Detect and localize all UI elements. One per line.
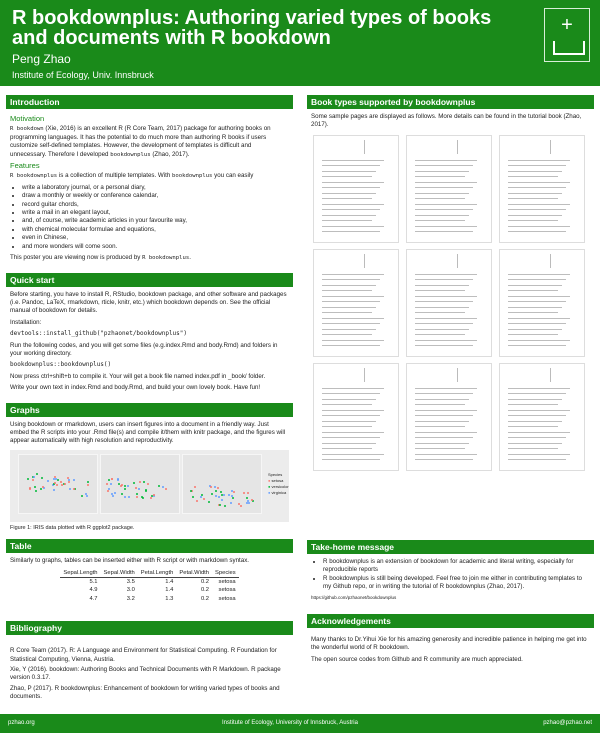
ack-paragraph-2: The open source codes from Github and R community are much appreciated.	[311, 655, 523, 663]
motivation-paragraph: R bookdown (Xie, 2016) is an excellent R (R Core Team, 2017) package for authoring books on programming languages. It has the potential to do much more than authoring R books if users customize self-defined templates. However, the development of templates is difficult and unnecessary. Therefore I developed bookdownplus (Zhao, 2017).	[10, 125, 271, 158]
sample-page-thumbnail	[406, 135, 492, 243]
plot-point	[36, 473, 38, 475]
plot-point	[214, 486, 216, 488]
subheading-features: Features	[10, 161, 40, 171]
section-table	[6, 539, 293, 609]
list-item: • draw a monthly or weekly or conference calendar,	[22, 192, 289, 200]
right-column	[307, 95, 594, 663]
plot-point	[135, 487, 137, 489]
plot-point	[145, 490, 147, 492]
plot-point	[34, 486, 36, 488]
sample-page-thumbnail	[406, 249, 492, 357]
plot-point	[54, 482, 56, 484]
plot-point	[238, 503, 240, 505]
section-takehome	[307, 540, 594, 604]
run-code: bookdownplus::bookdownplus()	[10, 361, 112, 369]
sample-page-thumbnail	[313, 135, 399, 243]
plot-point	[33, 476, 35, 478]
column-header: Petal.Width	[176, 569, 212, 578]
plot-point	[215, 495, 217, 497]
section-bibliography	[6, 621, 293, 706]
left-column	[6, 95, 293, 707]
sample-page-thumbnail	[313, 363, 399, 471]
write-paragraph: Write your own text in index.Rmd and body.Rmd, and build your own lovely book. Have fun!	[10, 384, 261, 392]
plot-point	[124, 485, 126, 487]
plot-point	[200, 496, 202, 498]
bib-entry: Xie, Y (2016). bookdown: Authoring Books and Technical Documents with R Markdown. R package version 0.3.17.	[10, 666, 281, 682]
plot-point	[231, 495, 233, 497]
section-heading: Book types supported by bookdownplus	[307, 95, 594, 109]
section-heading: Table	[6, 539, 293, 553]
table-paragraph: Similarly to graphs, tables can be inserted either with R script or with markdown syntax.	[10, 557, 250, 565]
plot-point	[162, 486, 164, 488]
column-header: Sepal.Width	[101, 569, 138, 578]
section-heading: Bibliography	[6, 621, 293, 635]
ack-paragraph: Many thanks to Dr.Yihui Xie for his amazing generosity and incredible patience in helping me get into the wonderful world of R bookdown.	[311, 636, 587, 652]
plot-point	[219, 504, 221, 506]
poster-footer	[0, 714, 600, 733]
plot-legend: Species ● setosa ● versicolor ● virginica	[268, 471, 289, 495]
section-introduction	[6, 95, 293, 269]
plot-point	[215, 490, 217, 492]
sample-page-thumbnail	[499, 363, 585, 471]
section-heading: Acknowledgements	[307, 614, 594, 628]
graphs-paragraph: Using bookdown or rmarkdown, users can insert figures into a document in a friendly way. Just embed the R scripts into your .Rmd file(s) and compile it/them with knitr package, and the figures will appear automatically with high resolution and reproductivity.	[10, 420, 286, 445]
plot-point	[210, 486, 212, 488]
section-heading: Introduction	[6, 95, 293, 109]
plot-point	[121, 484, 123, 486]
section-heading: Graphs	[6, 403, 293, 417]
plot-point	[60, 481, 62, 483]
section-heading: Take-home message	[307, 540, 594, 554]
plot-point	[117, 478, 119, 480]
column-header: Petal.Length	[138, 569, 177, 578]
plot-point	[211, 493, 213, 495]
table-row: 4.7 3.2 1.3 0.2 setosa	[89, 595, 236, 602]
column-header: Species	[212, 569, 239, 578]
plot-point	[108, 488, 110, 490]
plot-point	[232, 497, 234, 499]
plot-point	[81, 495, 83, 497]
section-graphs	[6, 403, 293, 536]
plot-point	[220, 491, 222, 493]
iris-table	[60, 569, 238, 604]
plot-point	[196, 500, 198, 502]
plot-point	[133, 482, 135, 484]
table-row: 4.9 3.0 1.4 0.2 setosa	[89, 587, 236, 594]
list-item: • record guitar chords,	[22, 201, 289, 209]
plot-point	[73, 479, 75, 481]
list-item: • R bookdownplus is still being developed. Feel free to join me either in contributing templates to my Github repo, or in writing the tutorial of R bookdownplus (Zhao, 2017).	[323, 575, 590, 592]
book-plus-icon: +	[544, 8, 590, 62]
closing-paragraph: This poster you are viewing now is produced by R bookdownplus.	[10, 254, 191, 262]
poster-institute: Institute of Ecology, Univ. Innsbruck	[12, 70, 154, 80]
plot-point	[221, 499, 223, 501]
bib-entry: Zhao, P (2017). R bookdownplus: Enhancement of bookdown for writing varied types of books and documents.	[10, 684, 280, 701]
plot-point	[124, 496, 126, 498]
plot-point	[69, 488, 71, 490]
list-item: • and, of course, write academic articles in your favourite way,	[22, 217, 289, 225]
poster-header	[0, 0, 600, 86]
plot-point	[47, 480, 49, 482]
list-item: • and more wonders will come soon.	[22, 243, 289, 251]
footnote: https://github.com/pzhaonet/bookdownplus	[311, 594, 397, 600]
subheading-motivation: Motivation	[10, 114, 45, 123]
footer-website[interactable]: pzhao.org	[8, 720, 35, 726]
takehome-list	[311, 558, 590, 592]
list-item: • write a laboratory journal, or a personal diary,	[22, 184, 289, 192]
section-heading: Quick start	[6, 273, 293, 287]
bib-entry: R Core Team (2017). R: A Language and Environment for Statistical Computing. R Foundation for Statistical Computing, Vienna, Austria.	[10, 647, 277, 663]
plot-point	[87, 484, 89, 486]
sample-pages-grid	[313, 135, 590, 471]
list-item: • even in Chinese,	[22, 234, 289, 242]
plot-point	[233, 491, 235, 493]
compile-paragraph: Now press ctrl+shift+b to compile it. Your will get a book file named index.pdf in _book/ folder.	[10, 372, 266, 380]
plot-point	[107, 490, 109, 492]
plot-point	[248, 502, 250, 504]
footer-institute: Institute of Ecology, University of Innsbruck, Austria	[222, 720, 358, 726]
sample-page-thumbnail	[499, 135, 585, 243]
figure-caption: Figure 1: IRIS data plotted with R ggplot2 package.	[10, 524, 135, 531]
table-row: 5.1 3.5 1.4 0.2 setosa	[89, 579, 236, 585]
plot-point	[247, 500, 249, 502]
plot-point	[112, 495, 114, 497]
features-list	[10, 184, 289, 251]
sample-page-thumbnail	[499, 249, 585, 357]
sample-page-thumbnail	[406, 363, 492, 471]
quickstart-paragraph: Before starting, you have to install R, RStudio, bookdown package, and other software and packages (i.e. Pandoc, LaTeX, rmarkdown, rticle, knitr, etc.) which bookdown depends on. See the official manual of bookdown for details.	[10, 290, 287, 315]
plot-point	[61, 484, 63, 486]
list-item: • with chemical molecular formulae and equations,	[22, 226, 289, 234]
section-acknowledgements	[307, 614, 594, 670]
section-booktypes	[307, 95, 594, 477]
plot-point	[136, 496, 138, 498]
list-item: • R bookdownplus is an extension of bookdown for academic and literal writing, especially for reproducible reports	[323, 558, 590, 575]
plot-point	[138, 488, 140, 490]
booktypes-paragraph: Some sample pages are displayed as follows. More details can be found in the tutorial book (Zhao, 2017).	[311, 113, 582, 129]
plot-point	[35, 490, 37, 492]
sample-page-thumbnail	[313, 249, 399, 357]
plot-point	[53, 489, 55, 491]
column-header: Sepal.Length	[60, 569, 100, 578]
poster-author: Peng Zhao	[12, 52, 71, 66]
install-label: Installation:	[10, 318, 42, 326]
plot-point	[54, 476, 56, 478]
install-code: devtools::install_github("pzhaonet/bookdownplus")	[10, 330, 188, 338]
list-item: • write a mail in an elegant layout,	[22, 209, 289, 217]
plot-point	[224, 505, 226, 507]
footer-email[interactable]: pzhao@pzhao.net	[543, 720, 592, 726]
features-paragraph: R bookdownplus is a collection of multiple templates. With bookdownplus you can easily	[10, 172, 254, 180]
poster-title: R bookdownplus: Authoring varied types of books and documents with R bookdown	[12, 7, 492, 49]
plot-panel-virginica	[182, 454, 262, 514]
iris-plot	[10, 450, 289, 522]
plot-panel-setosa	[18, 454, 98, 514]
plot-point	[57, 479, 59, 481]
plot-point	[64, 483, 66, 485]
plot-point	[194, 486, 196, 488]
plot-point	[142, 497, 144, 499]
run-paragraph: Run the following codes, and you will get some files (e.g.index.Rmd and body.Rmd) and folders in your working directory.	[10, 341, 278, 357]
section-quickstart	[6, 273, 293, 399]
